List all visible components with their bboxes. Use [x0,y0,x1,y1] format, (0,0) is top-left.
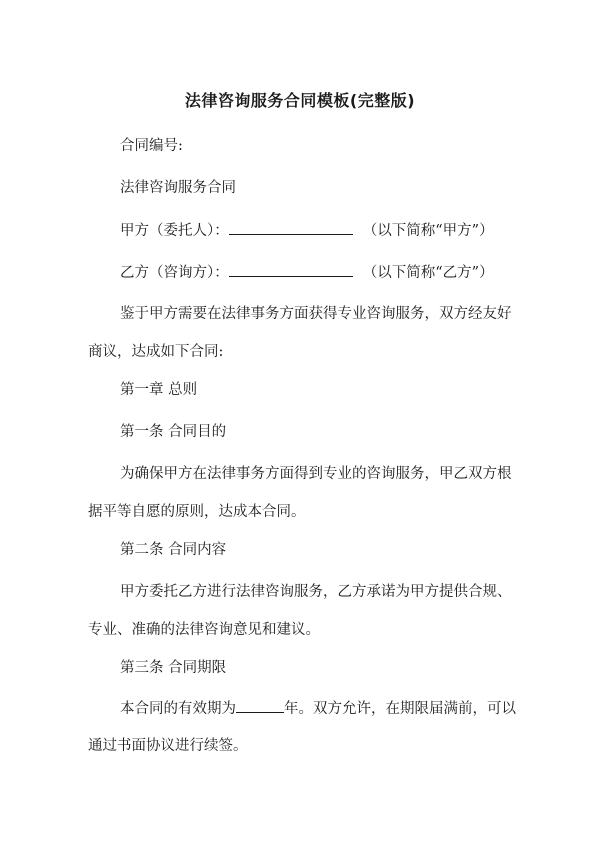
article-3-line-1-after: 年。双方允许，在期限届满前，可以 [284,701,516,717]
chapter-1-heading: 第一章 总则 [120,382,198,398]
article-2-heading: 第二条 合同内容 [120,542,227,558]
preamble-line-1: 鉴于甲方需要在法律事务方面获得专业咨询服务，双方经友好 [120,306,512,322]
document-title: 法律咨询服务合同模板(完整版) [184,91,416,110]
article-3-line-1 [120,698,516,719]
article-1-line-1: 为确保甲方在法律事务方面得到专业的咨询服务，甲乙双方根 [120,466,512,482]
party-a-label: 甲方（委托人）： [120,223,229,239]
party-b-blank [229,262,353,277]
article-1-line-2: 据平等自愿的原则，达成本合同。 [88,504,306,520]
party-a-blank [229,220,353,235]
article-3-heading: 第三条 合同期限 [120,660,227,676]
article-1-heading: 第一条 合同目的 [120,424,227,440]
article-3-line-1-before: 本合同的有效期为 [120,701,236,717]
contract-name: 法律咨询服务合同 [120,180,236,196]
article-3-line-2: 通过书面协议进行续签。 [88,738,248,754]
party-b-line [120,262,494,283]
article-2-line-2: 专业、准确的法律咨询意见和建议。 [88,622,320,638]
party-a-suffix: （以下简称“甲方”） [362,223,494,239]
party-a-line [120,220,494,241]
party-b-label: 乙方（咨询方）： [120,265,229,281]
preamble-line-2: 商议，达成如下合同: [88,344,224,360]
party-b-suffix: （以下简称“乙方”） [362,265,494,281]
contract-number-label: 合同编号: [120,138,183,154]
article-2-line-1: 甲方委托乙方进行法律咨询服务，乙方承诺为甲方提供合规、 [120,584,512,600]
term-years-blank [236,698,284,713]
